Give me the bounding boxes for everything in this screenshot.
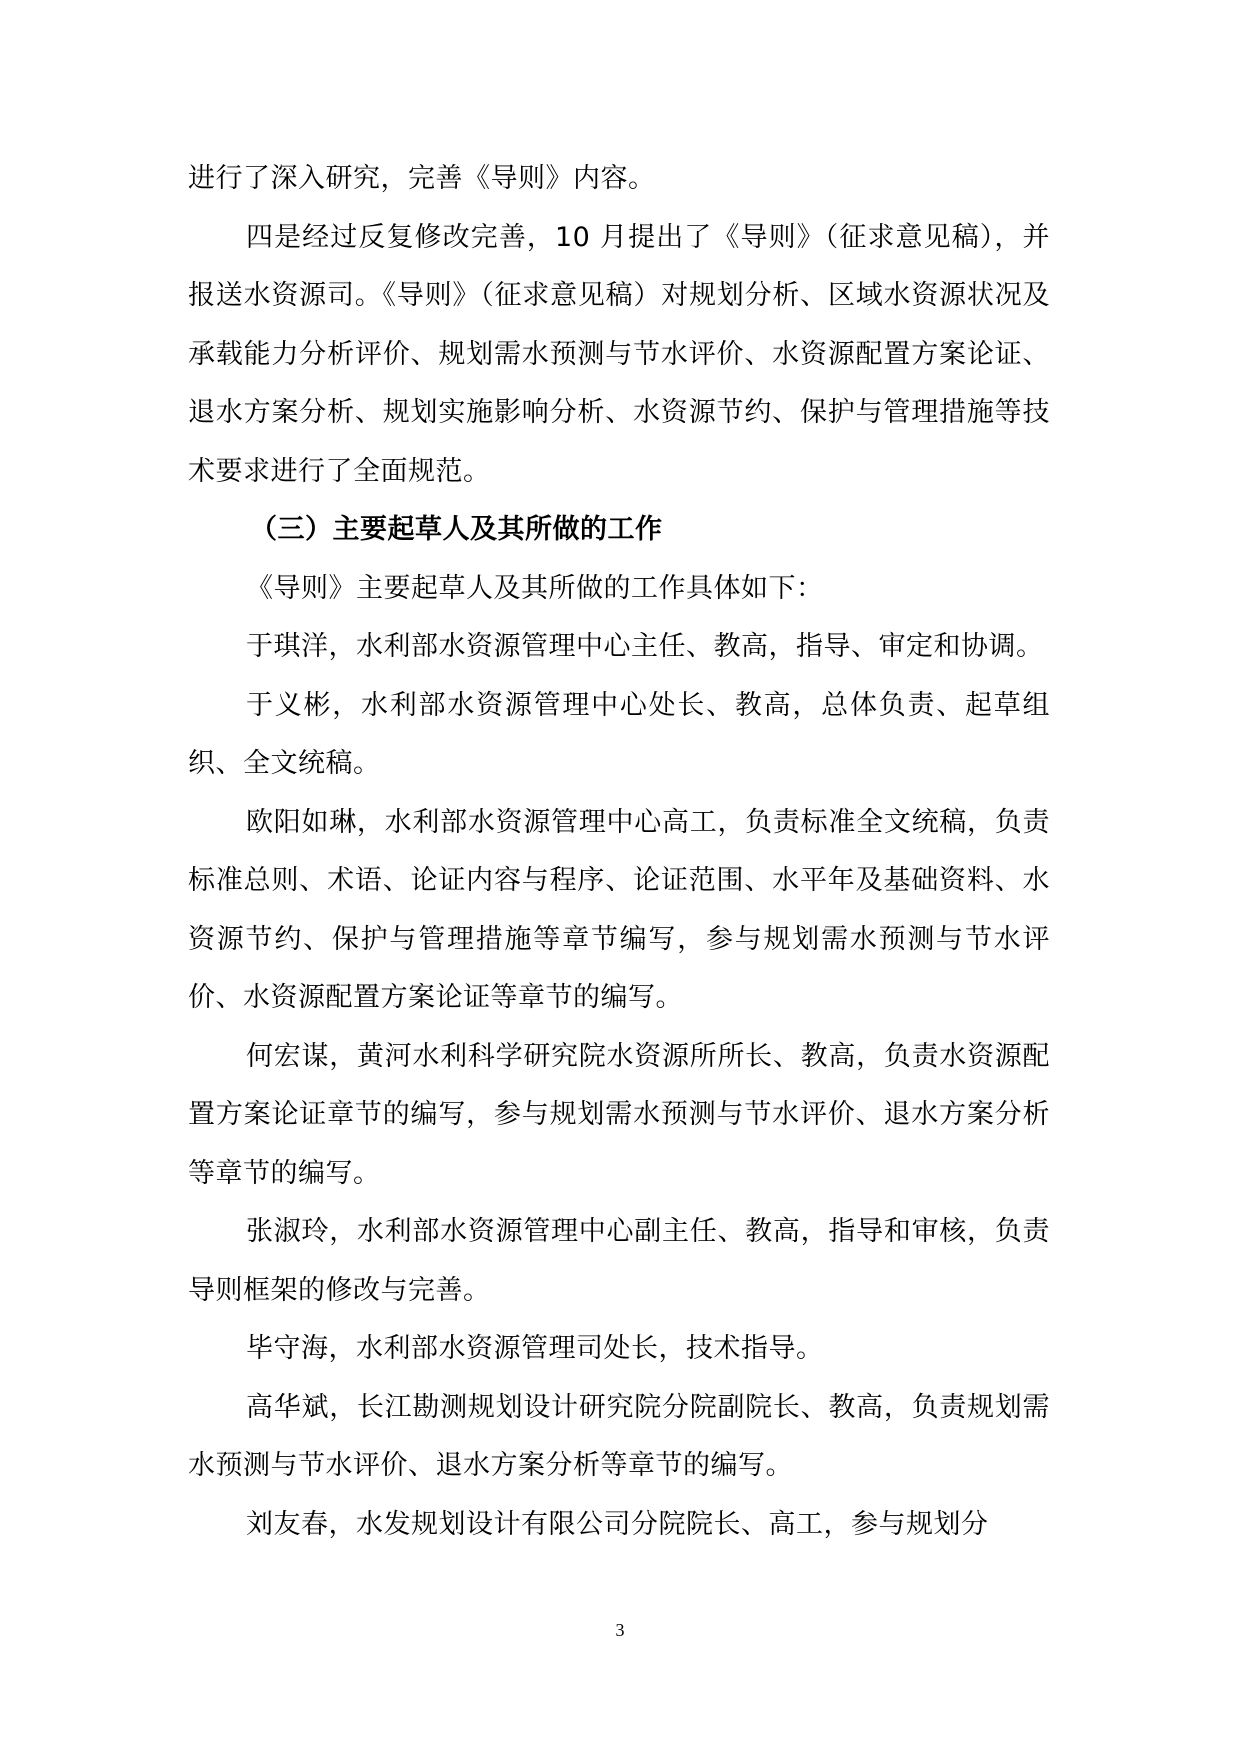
drafter-entry: 高华斌，长江勘测规划设计研究院分院副院长、教高，负责规划需水预测与节水评价、退水方案分析等章节的编写。 (188, 1391, 1050, 1481)
drafter-entry: 欧阳如琳，水利部水资源管理中心高工，负责标准全文统稿，负责标准总则、术语、论证内容与程序、论证范围、水平年及基础资料、水资源节约、保护与管理措施等章节编写，参与规划需水预测与节水评价、水资源配置方案论证等章节的编写。 (188, 806, 1050, 1013)
drafter-entry: 何宏谋，黄河水利科学研究院水资源所所长、教高，负责水资源配置方案论证章节的编写，参与规划需水预测与节水评价、退水方案分析等章节的编写。 (188, 1040, 1050, 1189)
paragraph-drafters-intro: 《导则》主要起草人及其所做的工作具体如下： (246, 572, 824, 604)
drafter-entry: 张淑玲，水利部水资源管理中心副主任、教高，指导和审核，负责导则框架的修改与完善。 (188, 1216, 1050, 1306)
document-body (188, 150, 1050, 1554)
drafter-entry: 毕守海，水利部水资源管理司处长，技术指导。 (246, 1333, 824, 1364)
paragraph-continuation: 进行了深入研究，完善《导则》内容。 (188, 163, 656, 194)
paragraph-revision-summary: 四是经过反复修改完善，10 月提出了《导则》（征求意见稿），并报送水资源司。《导则》（征求意见稿）对规划分析、区域水资源状况及承载能力分析评价、规划需水预测与节水评价、水资源配置方案论证、退水方案分析、规划实施影响分析、水资源节约、保护与管理措施等技术要求进行了全面规范。 (188, 221, 1050, 487)
section-heading-drafters: （三）主要起草人及其所做的工作 (250, 514, 663, 545)
page-number: 3 (615, 1620, 625, 1640)
drafter-entry: 于琪洋，水利部水资源管理中心主任、教高，指导、审定和协调。 (246, 631, 1044, 662)
drafter-entry: 刘友春，水发规划设计有限公司分院院长、高工，参与规划分 (246, 1508, 989, 1540)
drafter-entry: 于义彬，水利部水资源管理中心处长、教高，总体负责、起草组织、全文统稿。 (188, 689, 1050, 779)
